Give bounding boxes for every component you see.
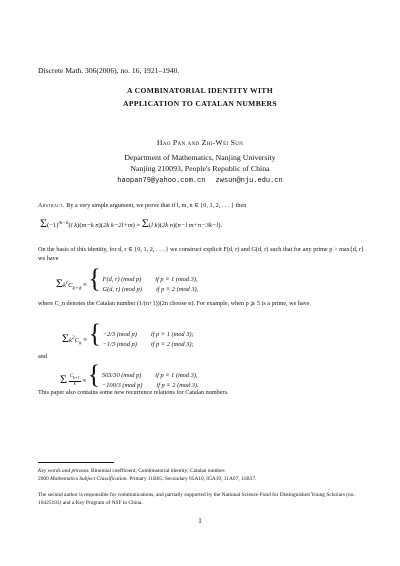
department: Department of Mathematics, Nanjing University bbox=[124, 153, 276, 162]
example-congruence-1: $\Sigma k^2C_k$ ≡ { −2/3 (mod p) if p ≡ 1 (mod 3); −1/3 (mod p) if p ≡ 2 (mod 3); bbox=[62, 319, 194, 349]
abstract-intro bbox=[38, 201, 364, 210]
keywords-text: Binomial coefficient; Combinatorial identity; Catalan number. bbox=[90, 468, 226, 474]
abstract-label: Abstract. bbox=[38, 202, 65, 209]
abstract-closing: This paper also contains some new recurrence relations for Catalan numbers. bbox=[38, 389, 229, 396]
abstract-paragraph-3: where C_n denotes the Catalan number (1/(n+1))(2n choose n). For example, when p ⩾ 5 is a prime, we have bbox=[38, 300, 310, 307]
title-line-2: APPLICATION TO CATALAN NUMBERS bbox=[123, 99, 277, 108]
author-names: Hao Pan and Zhi-Wei Sun bbox=[156, 138, 244, 147]
address: Nanjing 210093, People's Republic of China bbox=[130, 164, 270, 173]
msc-text: Primary 11B65; Secondary 05A10, 05A19, 11A07, 11B37. bbox=[129, 476, 257, 482]
footnote-support: The second author is responsible for communications, and partially supported by the National Science Fund for Distinguished Young Scholars (no. 10425103) and a Key Program of NSF in China. bbox=[38, 492, 355, 506]
abstract-paragraph-2: On the basis of this identity, for d, r ∈ {0, 1, 2, . . . } we construct explicit F(d, r) and G(d, r) such that for any prime p > max{d, r} we have bbox=[38, 246, 364, 263]
keywords-label: Key words and phrases. bbox=[38, 468, 90, 474]
affiliation bbox=[0, 152, 400, 187]
catalan-congruence: $\Sigma k^rC_{k+d}$ ≡ { F(d, r) (mod p) if p ≡ 1 (mod 3), G(d, r) (mod p) if p ≡ 2 (mod 3), bbox=[56, 264, 199, 294]
msc-prefix: 2000 bbox=[38, 476, 49, 482]
identity-equation: $\Sigma(-1)^{m-k}(l$ k)(m−k n)(2k k−2l+m) = Σ(l k)(2k n)(n−l m+n−3k−l). bbox=[40, 216, 223, 230]
example-congruence-2: Σ $\frac{C_{k+1}}{k}$ ≡ { 503/30 (mod p) if p ≡ 1 (mod 3), −100/3 (mod p) if p ≡ 2 (mod 3). bbox=[60, 360, 199, 390]
msc-label: Mathematics Subject Classification. bbox=[50, 476, 128, 482]
cases-3: 503/30 (mod p) if p ≡ 1 (mod 3), −100/3 (mod p) if p ≡ 2 (mod 3). bbox=[101, 372, 199, 390]
email-link-2[interactable]: zwsun@nju.edu.cn bbox=[215, 177, 283, 185]
and-word: and bbox=[38, 353, 47, 360]
title-line-1: A COMBINATORIAL IDENTITY WITH bbox=[127, 86, 273, 95]
journal-reference: Discrete Math. 306(2006), no. 16, 1921–1940. bbox=[38, 66, 180, 75]
footnote-keywords bbox=[38, 467, 364, 475]
email-link-1[interactable]: haopan79@yahoo.com.cn bbox=[117, 177, 206, 185]
cases-2: −2/3 (mod p) if p ≡ 1 (mod 3); −1/3 (mod p) if p ≡ 2 (mod 3); bbox=[102, 331, 194, 349]
paper-title bbox=[0, 84, 400, 110]
abstract-intro-text: By a very simple argument, we prove that if l, m, n ∈ {0, 1, 2, . . . } then bbox=[66, 202, 247, 209]
footnote-msc bbox=[38, 475, 364, 483]
emails bbox=[0, 174, 400, 187]
footnote-rule bbox=[38, 462, 114, 463]
cases-1: F(d, r) (mod p) if p ≡ 1 (mod 3), G(d, r) (mod p) if p ≡ 2 (mod 3), bbox=[102, 276, 199, 294]
page-number: 1 bbox=[198, 516, 202, 525]
